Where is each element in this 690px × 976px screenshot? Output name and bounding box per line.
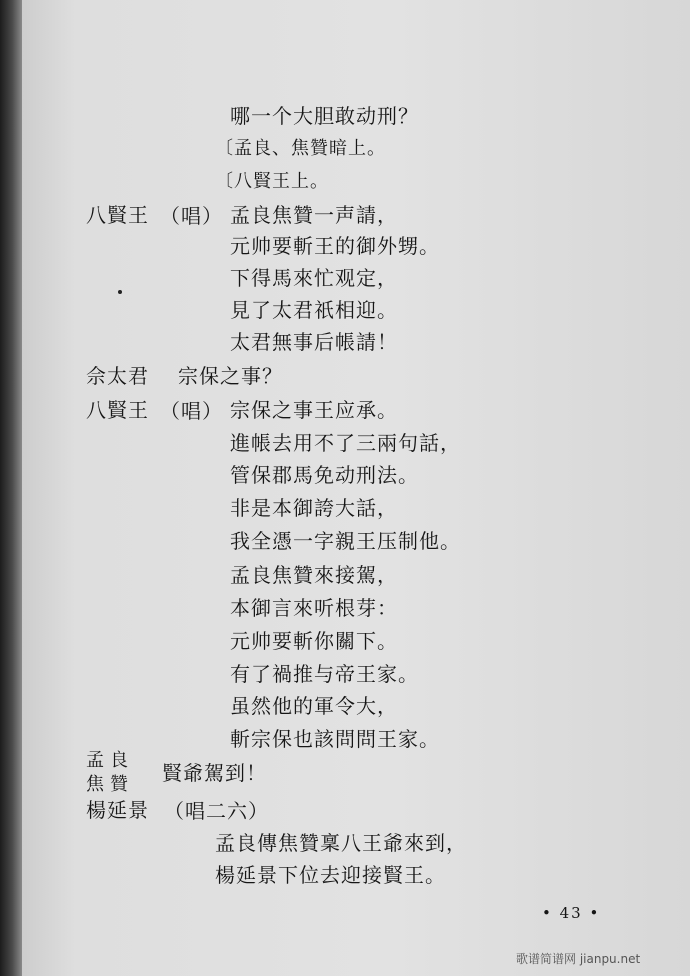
script-line: 孟良焦贊一声請， [230,203,398,227]
script-line: 見了太君祇相迎。 [230,298,398,322]
script-line: 我全憑一字親王压制他。 [230,529,461,553]
script-line: 元帅要斬你關下。 [230,629,398,653]
script-line: 進帳去用不了三兩句話， [230,431,461,455]
script-line: 哪一个大胆敢动刑？ [230,104,419,128]
script-line: 下得馬來忙观定， [230,266,398,290]
page-number: • 43 • [542,904,601,922]
sing-marker: （唱二六） [164,799,269,823]
script-line: 楊延景下位去迎接賢王。 [215,863,446,887]
sing-marker: （唱） [160,399,223,423]
speaker-name: 佘太君 [86,364,149,388]
script-line: 太君無事后帳請！ [230,330,398,354]
stage-direction: 〔八賢王上。 [215,171,329,192]
script-line: 斬宗保也該問問王家。 [230,727,440,751]
script-line: 孟良焦贊來接駕， [230,563,398,587]
script-line: 宗保之事王应承。 [230,398,398,422]
script-line: 元帅要斬王的御外甥。 [230,234,440,258]
speaker-name: 楊延景 [86,798,149,822]
speaker-name: 八賢王 [86,203,149,227]
script-line: 非是本御誇大話， [230,496,398,520]
script-line: 虽然他的軍令大， [230,694,398,718]
speaker-name: 孟良 [86,750,134,771]
book-binding-shadow [0,0,22,976]
speaker-name: 八賢王 [86,398,149,422]
script-line: 管保郡馬免动刑法。 [230,463,419,487]
script-line: 本御言來听根芽： [230,596,398,620]
watermark: 歌谱简谱网 jianpu.net [516,952,641,966]
script-line: 賢爺駕到！ [162,761,267,785]
script-line: 宗保之事？ [178,364,283,388]
speaker-name: 焦贊 [86,774,134,795]
script-line: 有了禍推与帝王家。 [230,662,419,686]
stage-direction: 〔孟良、焦贊暗上。 [215,138,386,159]
script-line: 孟良傳焦贊稟八王爺來到， [215,831,467,855]
ink-speck [118,290,122,294]
sing-marker: （唱） [160,204,223,228]
joint-speakers [86,749,134,797]
